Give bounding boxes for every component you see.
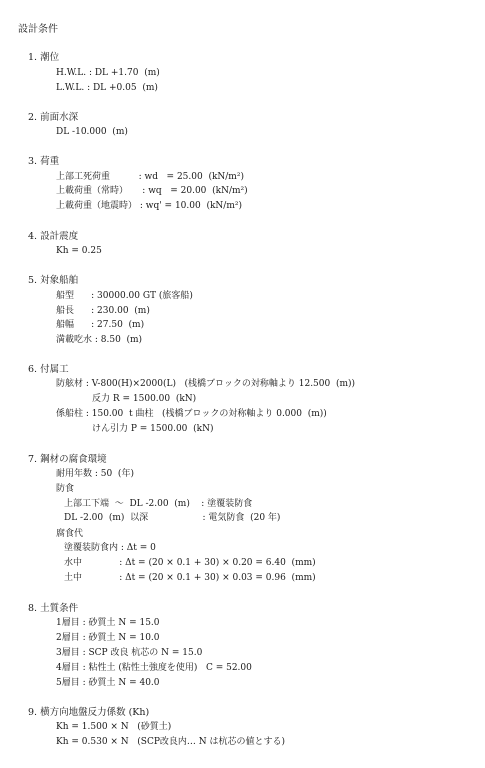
soil-layer-5: 5層目 : 砂質土 N = 40.0	[56, 678, 160, 688]
cathodic-range-line: DL -2.00 (m) 以深 : 電気防食 (20 年)	[64, 513, 281, 523]
fender-reaction-line: 反力 R = 1500.00 (kN)	[92, 394, 197, 404]
kh-sand-line: Kh = 1.500 × N (砂質土)	[56, 722, 172, 732]
service-life-line: 耐用年数 : 50 (年)	[56, 469, 134, 479]
soil-layer-1: 1層目 : 砂質土 N = 15.0	[56, 618, 160, 628]
hwl-line: H.W.L. : DL +1.70 (m)	[56, 68, 160, 78]
corrosion-allowance-label: 腐食代	[56, 529, 84, 539]
bollard-tension-line: けん引力 P = 1500.00 (kN)	[92, 424, 214, 434]
bollard-line: 係船柱 : 150.00 t 曲柱 (桟橋ブロックの対称軸より 0.000 (m))	[56, 409, 327, 419]
section-6-heading: 6. 付属工	[28, 364, 69, 375]
section-3-heading: 3. 荷重	[28, 156, 60, 167]
fender-line: 防舷材 : V-800(H)×2000(L) (桟橋ブロックの対称軸より 12.500 (m))	[56, 379, 356, 389]
document-title: 設計条件	[18, 24, 58, 35]
soil-layer-4: 4層目 : 粘性土 (粘性土強度を使用) C = 52.00	[56, 663, 252, 673]
section-5-heading: 5. 対象船舶	[28, 275, 79, 286]
section-7-heading: 7. 鋼材の腐食環境	[28, 454, 107, 465]
dead-load-line: 上部工死荷重 : wd = 25.00 (kN/m²)	[56, 172, 244, 182]
seismic-coefficient-line: Kh = 0.25	[56, 246, 102, 256]
ship-beam-line: 船幅 : 27.50 (m)	[56, 320, 145, 330]
coating-range-line: 上部工下端 ～ DL -2.00 (m) : 塗覆装防食	[64, 499, 253, 509]
soil-layer-3: 3層目 : SCP 改良 杭芯の N = 15.0	[56, 648, 203, 658]
section-9-heading: 9. 横方向地盤反力係数 (Kh)	[28, 707, 150, 718]
depth-line: DL -10.000 (m)	[56, 127, 128, 137]
soil-layer-2: 2層目 : 砂質土 N = 10.0	[56, 633, 160, 643]
section-1-heading: 1. 潮位	[28, 52, 60, 63]
ship-draft-line: 満載吃水 : 8.50 (m)	[56, 335, 143, 345]
kh-scp-line: Kh = 0.530 × N (SCP改良内… N は杭芯の値とする)	[56, 737, 285, 747]
section-8-heading: 8. 土質条件	[28, 603, 79, 614]
soil-allowance-line: 土中 : Δt = (20 × 0.1 + 30) × 0.03 = 0.96 (mm)	[64, 573, 316, 583]
ship-type-line: 船型 : 30000.00 GT (旅客船)	[56, 291, 193, 301]
corrosion-protection-label: 防食	[56, 484, 75, 494]
section-4-heading: 4. 設計震度	[28, 231, 79, 242]
coating-allowance-line: 塗覆装防食内 : Δt = 0	[64, 543, 156, 553]
section-2-heading: 2. 前面水深	[28, 112, 79, 123]
live-load-seismic-line: 上載荷重（地震時） : wq' = 10.00 (kN/m²)	[56, 201, 242, 211]
ship-length-line: 船長 : 230.00 (m)	[56, 306, 150, 316]
water-allowance-line: 水中 : Δt = (20 × 0.1 + 30) × 0.20 = 6.40 (mm)	[64, 558, 316, 568]
live-load-normal-line: 上載荷重（常時） : wq = 20.00 (kN/m²)	[56, 186, 248, 196]
lwl-line: L.W.L. : DL +0.05 (m)	[56, 83, 158, 93]
